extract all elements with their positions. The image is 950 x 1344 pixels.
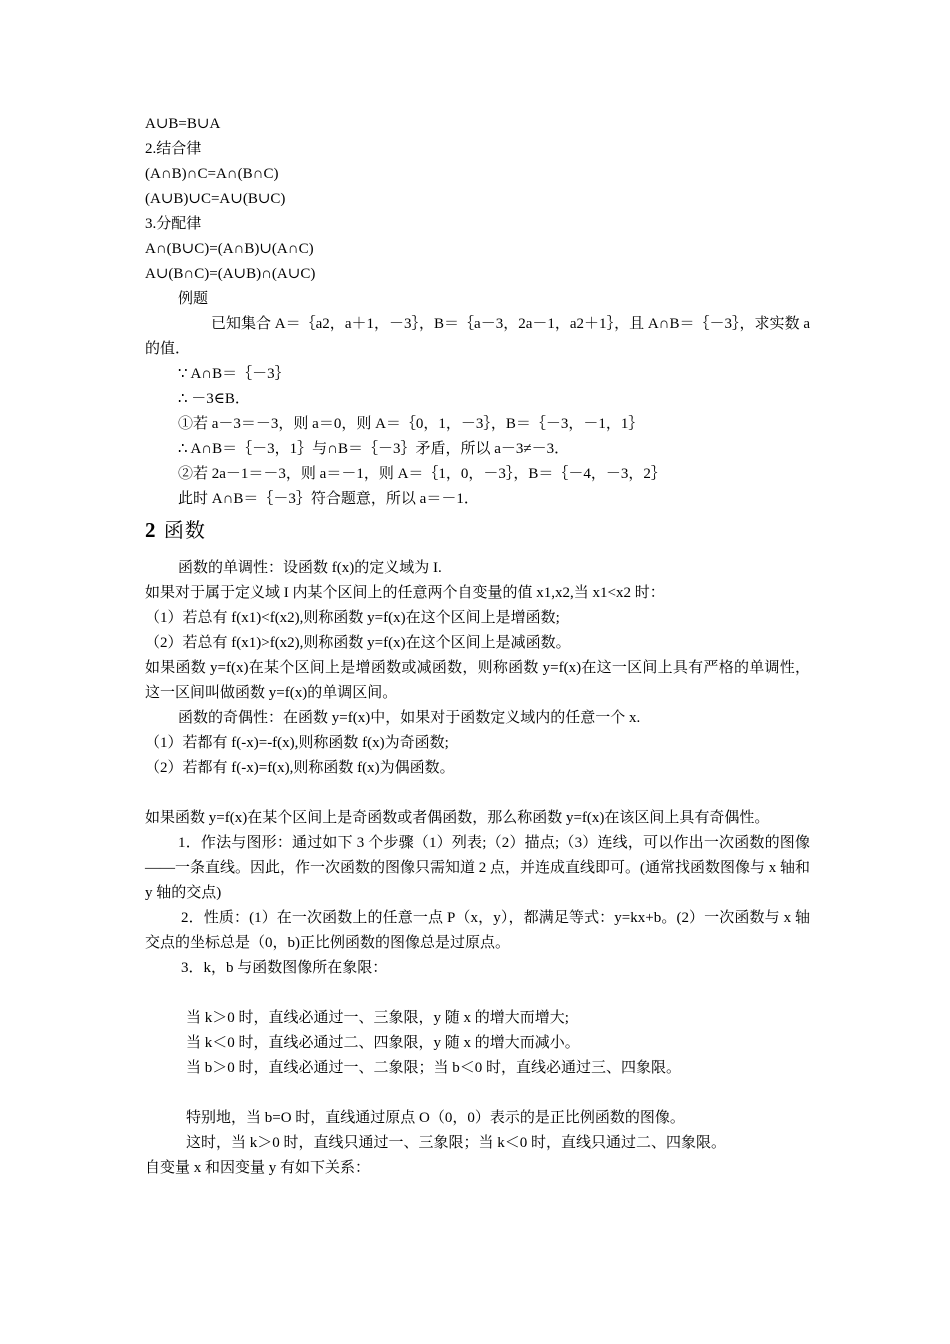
blank-line xyxy=(145,981,810,1006)
example-step-2: ∴ －3∈B． xyxy=(178,391,250,407)
para-graphing: 1．作法与图形：通过如下 3 个步骤（1）列表;（2）描点;（3）连线，可以作出一次函数的图像——一条直线。因此，作一次函数的图像只需知道 2 点，并连成直线即可。(通常找函数图像与 x 轴和 y 轴的交点) xyxy=(145,835,810,901)
law-associative-union: (A∪B)∪C=A∪(B∪C) xyxy=(145,191,286,207)
example-step-6: 此时 A∩B＝｛－3｝符合题意，所以 a＝－1． xyxy=(178,491,479,507)
example-title: 例题 xyxy=(178,291,209,307)
law-heading-associative: 2.结合律 xyxy=(145,141,202,157)
example-step-3: ①若 a－3＝－3，则 a＝0，则 A＝｛0，1，－3｝，B＝｛－3，－1，1｝ xyxy=(178,416,644,432)
blank-line xyxy=(145,781,810,806)
para-monotonic-interval: 如果函数 y=f(x)在某个区间上是增函数或减函数，则称函数 y=f(x)在这一区间上具有严格的单调性，这一区间叫做函数 y=f(x)的单调区间。 xyxy=(145,660,810,701)
para-parity: 函数的奇偶性：在函数 y=f(x)中，如果对于函数定义域内的任意一个 x. xyxy=(178,710,641,726)
law-associative-intersection: (A∩B)∩C=A∩(B∩C) xyxy=(145,166,279,182)
para-parity-interval: 如果函数 y=f(x)在某个区间上是奇函数或者偶函数，那么称函数 y=f(x)在该区间上具有奇偶性。 xyxy=(145,810,770,826)
para-decreasing: （2）若总有 f(x1)>f(x2),则称函数 y=f(x)在这个区间上是减函数。 xyxy=(145,635,571,651)
para-even: （2）若都有 f(-x)=f(x),则称函数 f(x)为偶函数。 xyxy=(145,760,455,776)
para-odd: （1）若都有 f(-x)=-f(x),则称函数 f(x)为奇函数; xyxy=(145,735,449,751)
blank-line xyxy=(145,1081,810,1106)
para-variables: 自变量 x 和因变量 y 有如下关系： xyxy=(145,1160,371,1176)
para-monotonicity: 函数的单调性：设函数 f(x)的定义域为 I. xyxy=(178,560,442,576)
para-increasing: （1）若总有 f(x1)<f(x2),则称函数 y=f(x)在这个区间上是增函数; xyxy=(145,610,560,626)
para-kb-quadrants: 3．k，b 与函数图像所在象限： xyxy=(181,960,388,976)
rule-k-positive: 当 k＞0 时，直线必通过一、三象限，y 随 x 的增大而增大; xyxy=(186,1010,569,1026)
example-step-1: ∵ A∩B＝｛－3｝ xyxy=(178,366,290,382)
page-content xyxy=(145,112,810,1181)
para-special-case: 特别地，当 b=O 时，直线通过原点 O（0，0）表示的是正比例函数的图像。 xyxy=(186,1110,685,1126)
rule-k-negative: 当 k＜0 时，直线必通过二、四象限，y 随 x 的增大而减小。 xyxy=(186,1035,580,1051)
rule-b-sign: 当 b＞0 时，直线必通过一、二象限；当 b＜0 时，直线必通过三、四象限。 xyxy=(186,1060,682,1076)
para-properties: 2．性质：(1）在一次函数上的任意一点 P（x，y），都满足等式：y=kx+b。(2）一次函数与 x 轴交点的坐标总是（0，b)正比例函数的图像总是过原点。 xyxy=(145,910,810,951)
para-monotonicity-condition: 如果对于属于定义域 I 内某个区间上的任意两个自变量的值 x1,x2,当 x1<x2 时： xyxy=(145,585,665,601)
section-heading xyxy=(145,516,810,544)
section-number: 2 xyxy=(145,518,157,542)
para-proportional: 这时，当 k＞0 时，直线只通过一、三象限；当 k＜0 时，直线只通过二、四象限。 xyxy=(186,1135,727,1151)
example-problem: 已知集合 A＝｛a2，a＋1，－3｝，B＝｛a－3，2a－1，a2＋1｝，且 A∩B＝｛－3｝，求实数 a 的值． xyxy=(145,316,810,357)
section-title: 函数 xyxy=(163,518,206,542)
example-step-5: ②若 2a－1＝－3，则 a＝－1，则 A＝｛1，0，－3｝，B＝｛－4，－3，2｝ xyxy=(178,466,666,482)
example-step-4: ∴ A∩B＝｛－3，1｝与∩B＝｛－3｝矛盾，所以 a－3≠－3． xyxy=(178,441,570,457)
law-heading-distributive: 3.分配律 xyxy=(145,216,202,232)
law-distributive-2: A∪(B∩C)=(A∪B)∩(A∪C) xyxy=(145,266,316,282)
law-commutative-union: A∪B=B∪A xyxy=(145,116,221,132)
law-distributive-1: A∩(B∪C)=(A∩B)∪(A∩C) xyxy=(145,241,314,257)
